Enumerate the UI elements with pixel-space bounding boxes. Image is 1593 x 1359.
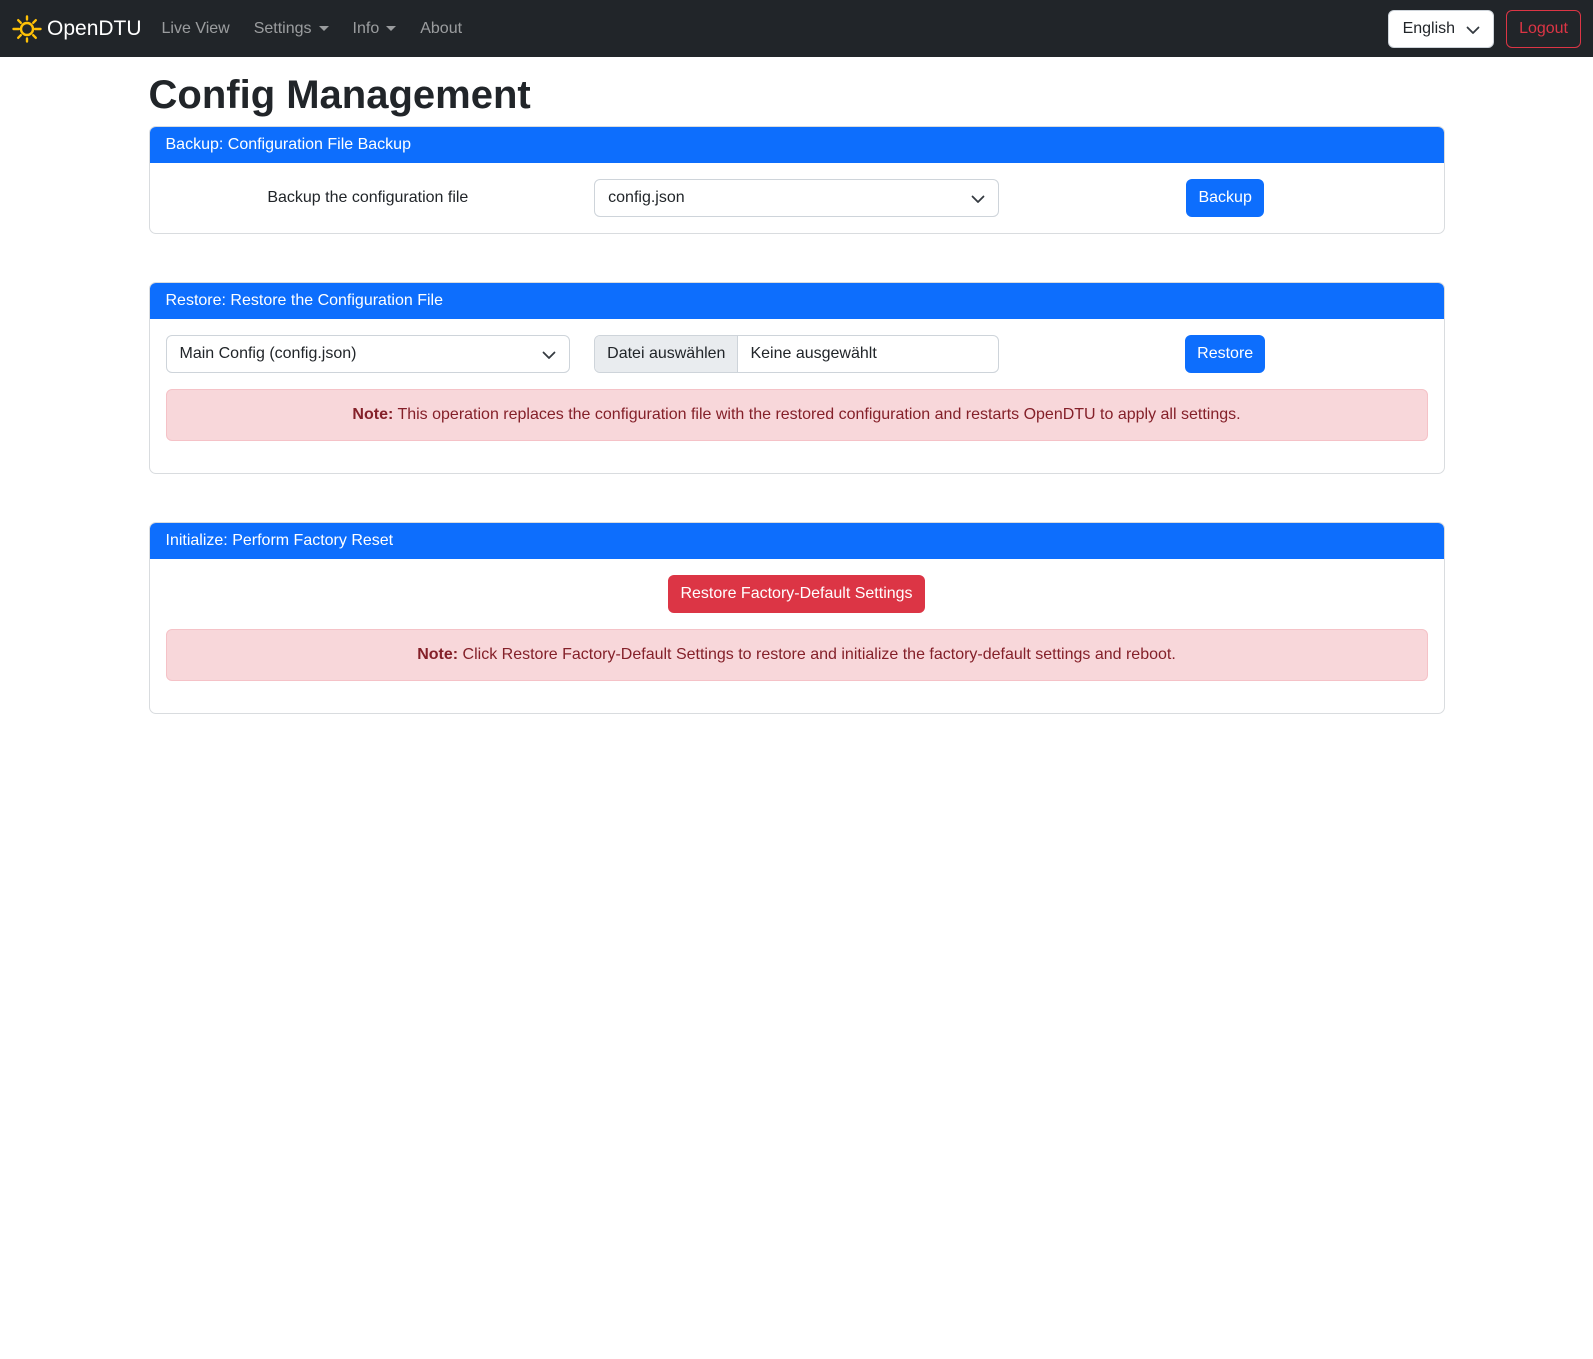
backup-file-select-value: config.json (608, 189, 685, 206)
page-title: Config Management (148, 73, 531, 117)
language-select-value: English (1402, 19, 1456, 37)
caret-down-icon (386, 26, 396, 31)
file-choose-button[interactable]: Datei auswählen (595, 336, 738, 372)
nav-item-live-view[interactable] (154, 12, 238, 46)
factory-note-alert (166, 629, 1428, 681)
restore-card-header: Restore: Restore the Configuration File (150, 283, 1444, 319)
factory-card-body (150, 559, 1444, 713)
chevron-down-icon (541, 347, 557, 368)
backup-card-body (150, 163, 1444, 233)
logout-button[interactable]: Logout (1506, 10, 1581, 48)
chevron-down-icon (1465, 22, 1481, 43)
brand-link[interactable] (12, 14, 142, 44)
factory-reset-button[interactable]: Restore Factory-Default Settings (668, 575, 924, 613)
note-label: Note: (352, 406, 394, 423)
caret-down-icon (319, 26, 329, 31)
nav-item-label: Live View (161, 19, 230, 37)
restore-note-alert (166, 389, 1428, 441)
nav-item-about[interactable] (412, 12, 470, 46)
language-select[interactable] (1388, 10, 1494, 48)
backup-card-header: Backup: Configuration File Backup (150, 127, 1444, 163)
backup-button[interactable]: Backup (1186, 179, 1263, 217)
sun-icon (12, 14, 42, 44)
nav-item-label: Settings (253, 19, 312, 37)
restore-card (149, 282, 1445, 474)
navbar (0, 0, 1593, 57)
backup-file-label: Backup the configuration file (267, 189, 469, 206)
nav-item-label: About (420, 19, 463, 37)
navbar-right (1388, 10, 1581, 48)
factory-reset-card (149, 522, 1445, 714)
nav-item-settings[interactable] (246, 12, 337, 46)
note-text: This operation replaces the configuration file with the restored configuration and restarts OpenDTU to apply all settings. (397, 406, 1241, 423)
main-nav (154, 12, 479, 46)
brand-label: OpenDTU (47, 16, 142, 40)
backup-card (149, 126, 1445, 234)
chevron-down-icon (970, 191, 986, 212)
file-status-text: Keine ausgewählt (750, 345, 877, 362)
nav-item-label: Info (352, 19, 380, 37)
backup-file-select[interactable] (594, 179, 999, 217)
factory-card-header: Initialize: Perform Factory Reset (150, 523, 1444, 559)
note-label: Note: (417, 646, 459, 663)
main-container (137, 73, 1457, 714)
restore-button[interactable]: Restore (1185, 335, 1265, 373)
nav-item-info[interactable] (345, 12, 405, 46)
restore-file-input[interactable] (594, 335, 999, 373)
note-text: Click Restore Factory-Default Settings to restore and initialize the factory-default settings and reboot. (462, 646, 1176, 663)
restore-config-select[interactable] (166, 335, 571, 373)
restore-card-body (150, 319, 1444, 473)
restore-config-select-value: Main Config (config.json) (179, 345, 357, 362)
